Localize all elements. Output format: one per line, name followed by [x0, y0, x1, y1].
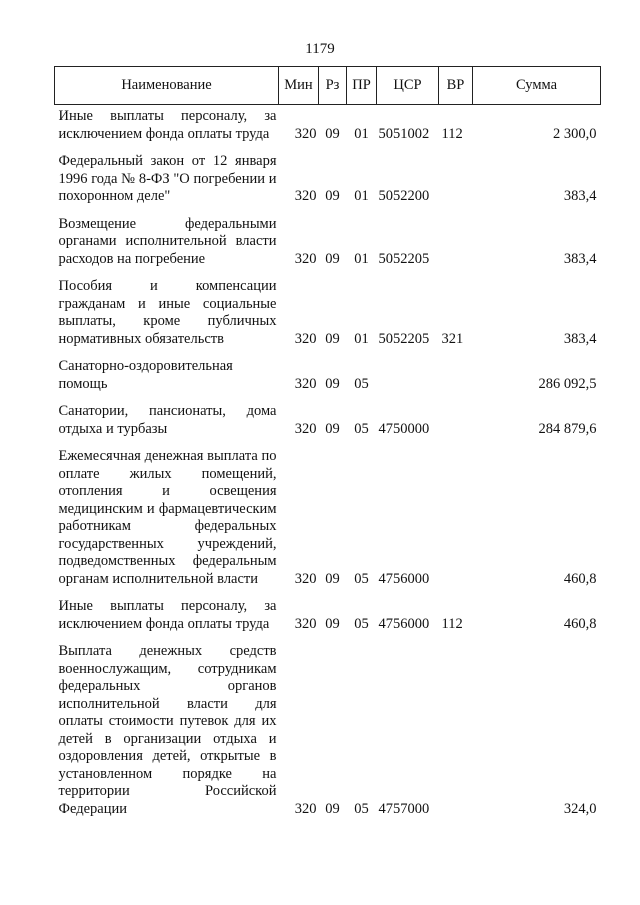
row-rz: 09 [325, 250, 340, 267]
row-min: 320 [294, 615, 317, 632]
row-sum: 284 879,6 [538, 420, 597, 437]
row-csr: 5052205 [378, 250, 430, 267]
row-csr: 4756000 [378, 570, 430, 587]
row-pr: 05 [354, 375, 369, 392]
header-vr: ВР [439, 67, 473, 105]
table-row [55, 643, 601, 828]
row-rz: 09 [325, 125, 340, 142]
row-name: Ежемесячная денежная выплата по оплате жилых помещений, отопления и освещения медицинским и фармацевтическим работникам федеральных государственных учреждений, подведомственных федеральным органам исполнительной власти [58, 448, 277, 587]
row-rz: 09 [325, 188, 340, 204]
row-rz: 09 [325, 420, 340, 437]
row-pr: 05 [354, 570, 369, 587]
row-sum: 383,4 [563, 250, 597, 267]
row-vr [439, 358, 473, 403]
row-vr [439, 643, 473, 828]
header-pr: ПР [347, 67, 377, 105]
row-vr [439, 216, 473, 279]
row-sum: 383,4 [563, 330, 597, 347]
row-vr [439, 403, 473, 448]
row-min: 320 [294, 570, 317, 587]
table-header-row [55, 67, 601, 105]
row-pr: 01 [354, 330, 369, 347]
row-rz: 09 [325, 375, 340, 392]
row-rz: 09 [325, 615, 340, 632]
table-row [55, 216, 601, 279]
header-csr: ЦСР [377, 67, 439, 105]
row-sum: 324,0 [563, 800, 597, 817]
header-min: Мин [279, 67, 319, 105]
row-rz: 09 [325, 330, 340, 347]
row-min: 320 [294, 125, 317, 142]
page-number: 1179 [305, 41, 335, 57]
header-rz: Рз [319, 67, 347, 105]
table-row [55, 358, 601, 403]
row-sum: 286 092,5 [538, 375, 597, 392]
row-name: Выплата денежных средств военнослужащим, сотрудникам федеральных органов исполнительной власти для оплаты стоимости путевок для их детей в организации отдыха и оздоровления детей, открытые в установленном порядке на территории Российской Федерации [58, 643, 277, 817]
row-csr: 4756000 [378, 615, 430, 632]
row-name: Иные выплаты персоналу, за исключением фонда оплаты труда [58, 108, 277, 142]
budget-table [54, 66, 601, 828]
row-csr: 5052200 [378, 188, 430, 204]
row-pr: 01 [354, 250, 369, 267]
row-vr: 112 [441, 125, 463, 142]
row-name: Иные выплаты персоналу, за исключением фонда оплаты труда [58, 598, 277, 632]
row-rz: 09 [325, 800, 340, 817]
table-row [55, 598, 601, 643]
row-name: Санаторно-оздоровительная помощь [58, 358, 233, 392]
table-row [55, 448, 601, 598]
row-sum: 383,4 [563, 188, 597, 204]
row-csr: 5051002 [378, 125, 430, 142]
row-csr: 4750000 [378, 420, 430, 437]
table-row [55, 153, 601, 216]
row-pr: 01 [354, 188, 369, 204]
row-csr: 4757000 [378, 800, 430, 817]
row-name: Пособия и компенсации гражданам и иные социальные выплаты, кроме публичных нормативных обязательств [58, 278, 277, 347]
row-pr: 01 [354, 125, 369, 142]
row-min: 320 [294, 420, 317, 437]
table-row [55, 105, 601, 154]
row-min: 320 [294, 375, 317, 392]
row-min: 320 [294, 330, 317, 347]
table-row [55, 403, 601, 448]
row-name: Санатории, пансионаты, дома отдыха и турбазы [58, 403, 277, 437]
row-csr [377, 358, 439, 403]
row-sum: 2 300,0 [553, 125, 597, 142]
budget-table-container [54, 66, 600, 828]
row-vr [439, 448, 473, 598]
row-pr: 05 [354, 420, 369, 437]
row-min: 320 [294, 800, 317, 817]
row-name: Возмещение федеральными органами исполнительной власти расходов на погребение [58, 215, 277, 267]
header-sum: Сумма [473, 67, 601, 105]
row-vr: 112 [441, 615, 463, 632]
row-min: 320 [294, 250, 317, 267]
row-rz: 09 [325, 570, 340, 587]
row-min: 320 [294, 188, 317, 204]
row-sum: 460,8 [563, 570, 597, 587]
row-name: Федеральный закон от 12 января 1996 года № 8-ФЗ "О погребении и похоронном деле" [58, 153, 277, 204]
header-name: Наименование [55, 67, 279, 105]
row-pr: 05 [354, 615, 369, 632]
row-vr: 321 [441, 330, 464, 347]
row-sum: 460,8 [563, 615, 597, 632]
row-pr: 05 [354, 800, 369, 817]
row-vr [439, 153, 473, 216]
row-csr: 5052205 [378, 330, 430, 347]
table-row [55, 278, 601, 358]
